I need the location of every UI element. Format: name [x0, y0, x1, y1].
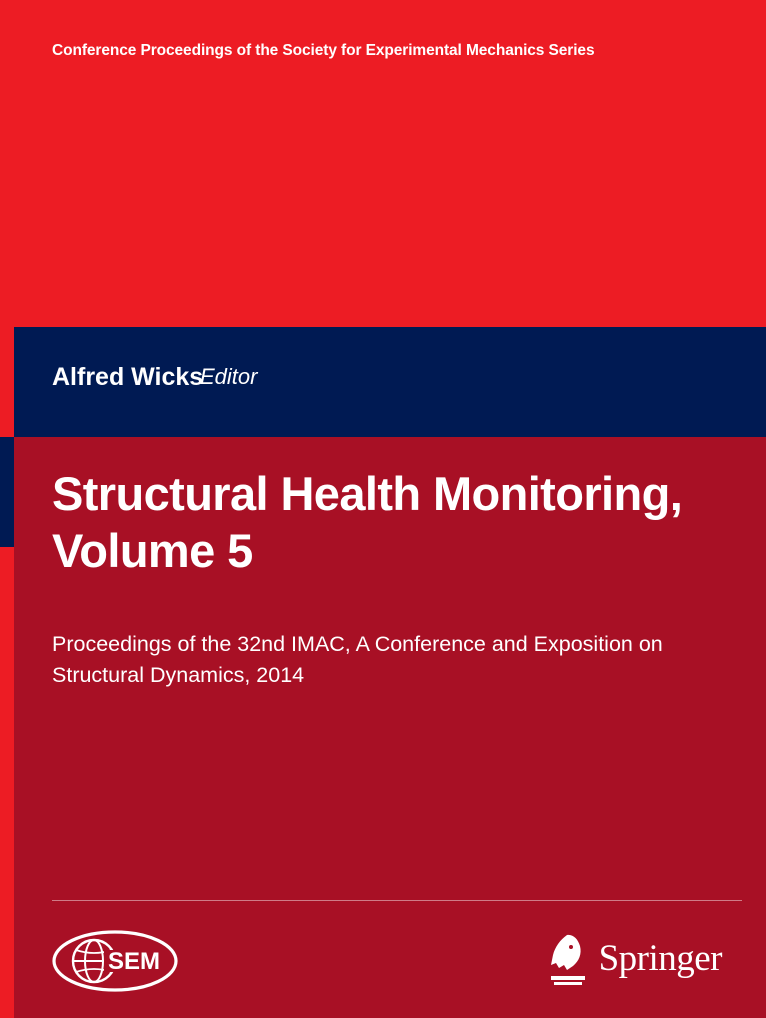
editor-role: Editor — [200, 364, 258, 389]
series-title: Conference Proceedings of the Society for Experimental Mechanics Series — [52, 42, 595, 59]
sem-logo — [52, 929, 178, 993]
editor-band — [14, 327, 766, 437]
publisher-name: Springer — [598, 937, 722, 979]
page-title: Structural Health Monitoring, Volume 5 — [52, 467, 683, 578]
divider — [52, 900, 742, 901]
editor-name: Alfred Wicks — [52, 363, 204, 391]
left-red-stripe — [0, 547, 14, 1018]
svg-text:SEM: SEM — [108, 948, 161, 975]
subtitle: Proceedings of the 32nd IMAC, A Conference and Exposition on Structural Dynamics, 2014 — [52, 632, 663, 687]
left-accent-stripe — [0, 437, 14, 547]
cover-body — [14, 437, 766, 1018]
series-band — [0, 0, 766, 92]
springer-knight-icon — [547, 932, 589, 988]
springer-logo — [547, 929, 722, 991]
